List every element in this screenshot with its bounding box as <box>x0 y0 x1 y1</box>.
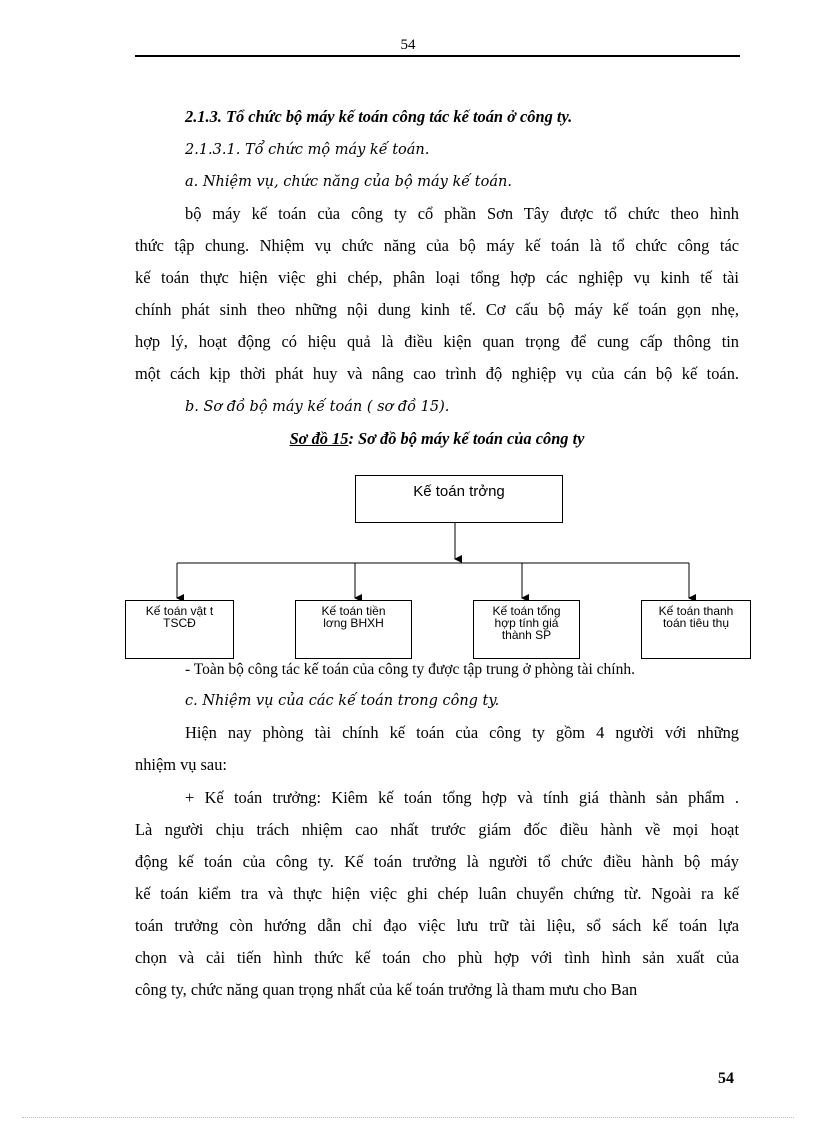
box-line: Kế toán thanh <box>658 604 734 618</box>
box-line: thành SP <box>501 628 552 642</box>
paragraph-line: Là người chịu trách nhiệm cao nhất trước giám đốc điều hành về mọi hoạt <box>135 820 739 839</box>
paragraph-line: công ty, chức năng quan trọng nhất của kế toán trưởng là tham mưu cho Ban <box>135 980 638 999</box>
page-bottom-border <box>22 1117 794 1118</box>
subsection-heading: 2.1.3.1. Tổ chức mộ máy kế toán. <box>185 142 430 158</box>
general-accountant-box <box>473 600 580 659</box>
paragraph-line: Hiện nay phòng tài chính kế toán của công ty gồm 4 người với những <box>185 723 739 742</box>
item-heading-a: a. Nhiệm vụ, chức năng của bộ máy kế toán. <box>185 174 512 190</box>
paragraph-line: động kế toán của công ty. Kế toán trưởng là người tổ chức điều hành bộ máy <box>135 852 739 871</box>
note-line: - Toàn bộ công tác kế toán của công ty được tập trung ở phòng tài chính. <box>185 661 635 678</box>
box-line: toán tiêu thụ <box>662 616 730 630</box>
paragraph-line: bộ máy kế toán của công ty cổ phần Sơn Tây được tổ chức theo hình <box>185 204 739 223</box>
box-line: Kế toán tổng <box>492 604 561 618</box>
box-line: lơng BHXH <box>323 616 384 630</box>
paragraph-line: kế toán thực hiện việc ghi chép, phân loại tổng hợp các nghiệp vụ kinh tế tài <box>135 268 739 287</box>
page-number-top: 54 <box>400 37 416 53</box>
diagram-title-text: : Sơ đồ bộ máy kế toán của công ty <box>348 429 585 448</box>
paragraph-line: kế toán kiểm tra và thực hiện việc ghi chép luân chuyển chứng từ. Ngoài ra kế <box>135 884 739 903</box>
box-line: hợp tính giá <box>494 616 559 630</box>
paragraph-line: + Kế toán trưởng: Kiêm kế toán tổng hợp và tính giá thành sản phẩm . <box>185 788 739 807</box>
materials-accountant-box <box>125 600 234 659</box>
page-number-bottom: 54 <box>718 1070 734 1087</box>
payment-accountant-box <box>641 600 751 659</box>
box-line: TSCĐ <box>163 616 196 630</box>
salary-accountant-box <box>295 600 412 659</box>
item-heading-c: c. Nhiệm vụ của các kế toán trong công ty. <box>185 693 500 709</box>
chief-accountant-box: Kế toán trởng <box>355 475 563 523</box>
paragraph-line: một cách kịp thời phát huy và nâng cao trình độ nghiệp vụ của cán bộ kế toán. <box>135 364 739 383</box>
diagram-title-label: Sơ đồ 15 <box>289 429 349 448</box>
paragraph-line: chính phát sinh theo những nội dung kinh tế. Cơ cấu bộ máy kế toán gọn nhẹ, <box>135 300 739 319</box>
box-line: Kế toán tiền <box>321 604 386 618</box>
box-line: Kế toán vật t <box>145 604 214 618</box>
item-heading-b: b. Sơ đồ bộ máy kế toán ( sơ đồ 15). <box>185 399 450 415</box>
paragraph-line: chọn và cải tiến hình thức kế toán cho phù hợp với tình hình sản xuất của <box>135 948 739 967</box>
paragraph-line: thức tập chung. Nhiệm vụ chức năng của bộ máy kế toán là tổ chức công tác <box>135 236 739 255</box>
paragraph-line: nhiệm vụ sau: <box>135 755 227 774</box>
paragraph-line: hợp lý, hoạt động có hiệu quả là điều kiện quan trọng để cung cấp thông tin <box>135 332 739 351</box>
paragraph-line: toán trưởng còn hướng dẫn chỉ đạo việc lưu trữ tài liệu, sổ sách kế toán lựa <box>135 916 739 935</box>
section-heading: 2.1.3. Tổ chức bộ máy kế toán công tác kế toán ở công ty. <box>185 107 573 126</box>
